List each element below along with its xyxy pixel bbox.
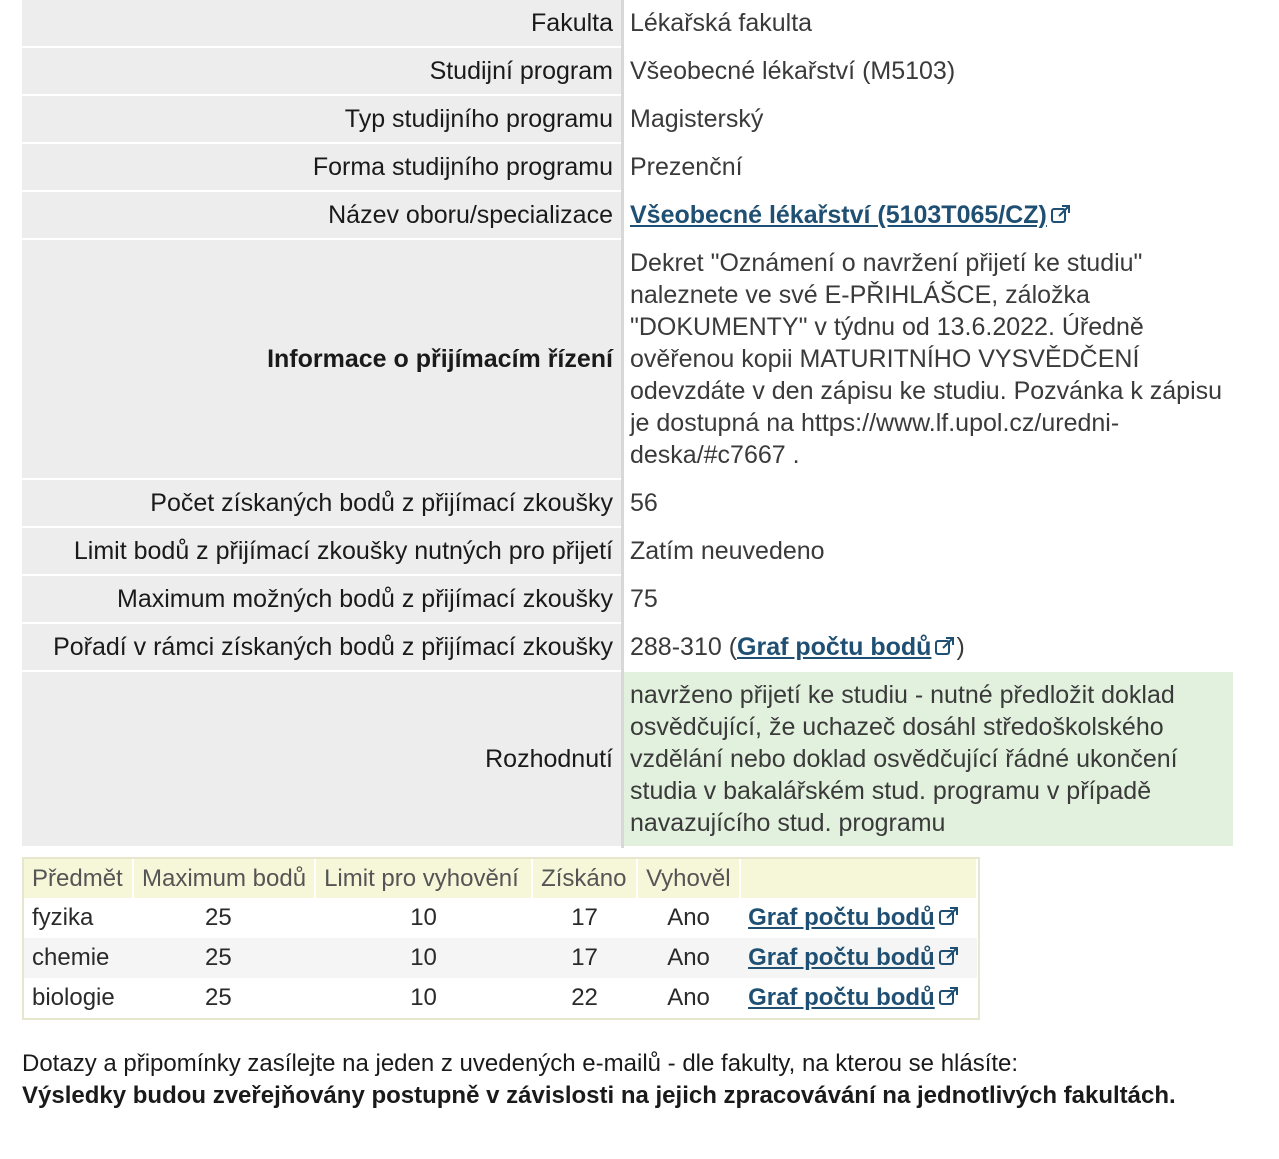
subject-graph-cell (740, 978, 977, 1018)
subjects-header-row (24, 859, 977, 898)
contact-note: Dotazy a připomínky zasílejte na jeden z uvedených e-mailů - dle fakulty, na kterou se hlásíte: (22, 1050, 1019, 1077)
external-link-icon[interactable] (938, 985, 960, 1007)
fakulta-value: Lékařská fakulta (623, 0, 1234, 47)
subject-limit: 10 (315, 898, 532, 938)
fakulta-label: Fakulta (22, 0, 623, 47)
external-link-icon[interactable] (1050, 203, 1072, 225)
footer-notes (22, 1048, 1252, 1112)
subject-limit: 10 (315, 978, 532, 1018)
typ-value: Magisterský (623, 95, 1234, 143)
graph-link[interactable]: Graf počtu bodů (748, 984, 935, 1011)
pocet-bodu-label: Počet získaných bodů z přijímací zkoušky (22, 479, 623, 527)
info-row-fakulta (22, 0, 1233, 47)
rozhodnuti-value: navrženo přijetí ke studiu - nutné předložit doklad osvědčující, že uchazeč dosáhl středoškolského vzdělání nebo doklad osvědčující řádné ukončení studia v bakalářském stud. programu v případě navazujícího stud. programu (623, 671, 1234, 847)
external-link-icon[interactable] (938, 905, 960, 927)
subject-graph-cell (740, 898, 977, 938)
results-note: Výsledky budou zveřejňovány postupně v závislosti na jejich zpracovávání na jednotlivých fakultách. (22, 1082, 1176, 1109)
subject-graph-cell (740, 938, 977, 978)
obor-link[interactable]: Všeobecné lékařství (5103T065/CZ) (630, 201, 1047, 229)
poradi-value (623, 623, 1234, 671)
info-row-max-bodu (22, 575, 1233, 623)
subject-ziskano: 17 (532, 938, 637, 978)
limit-bodu-label: Limit bodů z přijímací zkoušky nutných pro přijetí (22, 527, 623, 575)
info-row-limit-bodu (22, 527, 1233, 575)
info-row-poradi (22, 623, 1233, 671)
rozhodnuti-label: Rozhodnutí (22, 671, 623, 847)
typ-label: Typ studijního programu (22, 95, 623, 143)
poradi-label: Pořadí v rámci získaných bodů z přijímací zkoušky (22, 623, 623, 671)
subject-vyhovel: Ano (637, 978, 740, 1018)
prijimaci-info-label: Informace o přijímacím řízení (22, 239, 623, 479)
table-row (24, 938, 977, 978)
forma-value: Prezenční (623, 143, 1234, 191)
subject-limit: 10 (315, 938, 532, 978)
info-row-prijimaci-info (22, 239, 1233, 479)
subjects-table (24, 859, 978, 1018)
col-header-vyhovel: Vyhověl (637, 859, 740, 898)
subject-max: 25 (133, 938, 315, 978)
subjects-table-container (22, 857, 980, 1020)
subject-max: 25 (133, 898, 315, 938)
max-bodu-value: 75 (623, 575, 1234, 623)
max-bodu-label: Maximum možných bodů z přijímací zkoušky (22, 575, 623, 623)
forma-label: Forma studijního programu (22, 143, 623, 191)
col-header-maximum: Maximum bodů (133, 859, 315, 898)
subject-name: fyzika (24, 898, 133, 938)
poradi-range: 288-310 ( (630, 633, 738, 661)
info-row-obor (22, 191, 1233, 239)
subject-ziskano: 22 (532, 978, 637, 1018)
info-row-program (22, 47, 1233, 95)
external-link-icon[interactable] (938, 945, 960, 967)
subject-vyhovel: Ano (637, 898, 740, 938)
graph-link[interactable]: Graf počtu bodů (748, 944, 935, 971)
table-row (24, 898, 977, 938)
limit-bodu-value: Zatím neuvedeno (623, 527, 1234, 575)
table-row (24, 978, 977, 1018)
info-row-pocet-bodu (22, 479, 1233, 527)
program-value: Všeobecné lékařství (M5103) (623, 47, 1234, 95)
col-header-predmet: Předmět (24, 859, 133, 898)
col-header-limit: Limit pro vyhovění (315, 859, 532, 898)
poradi-graph-link[interactable]: Graf počtu bodů (737, 633, 932, 661)
subject-name: chemie (24, 938, 133, 978)
info-row-forma (22, 143, 1233, 191)
col-header-ziskano: Získáno (532, 859, 637, 898)
info-row-rozhodnuti (22, 671, 1233, 847)
subject-ziskano: 17 (532, 898, 637, 938)
pocet-bodu-value: 56 (623, 479, 1234, 527)
program-label: Studijní program (22, 47, 623, 95)
subject-vyhovel: Ano (637, 938, 740, 978)
info-row-typ (22, 95, 1233, 143)
subject-max: 25 (133, 978, 315, 1018)
application-info-table (22, 0, 1233, 848)
external-link-icon[interactable] (934, 635, 956, 657)
subject-name: biologie (24, 978, 133, 1018)
poradi-close-paren: ) (956, 633, 965, 661)
obor-label: Název oboru/specializace (22, 191, 623, 239)
prijimaci-info-value: Dekret "Oznámení o navržení přijetí ke studiu" naleznete ve své E-PŘIHLÁŠCE, záložka "DOKUMENTY" v týdnu od 13.6.2022. Úředně ověřenou kopii MATURITNÍHO VYSVĚDČENÍ odevzdáte v den zápisu ke studiu. Pozvánka k zápisu je dostupná na https://www.lf.upol.cz/uredni-deska/#c7667 . (623, 239, 1234, 479)
graph-link[interactable]: Graf počtu bodů (748, 904, 935, 931)
col-header-graph (740, 859, 977, 898)
obor-value (623, 191, 1234, 239)
